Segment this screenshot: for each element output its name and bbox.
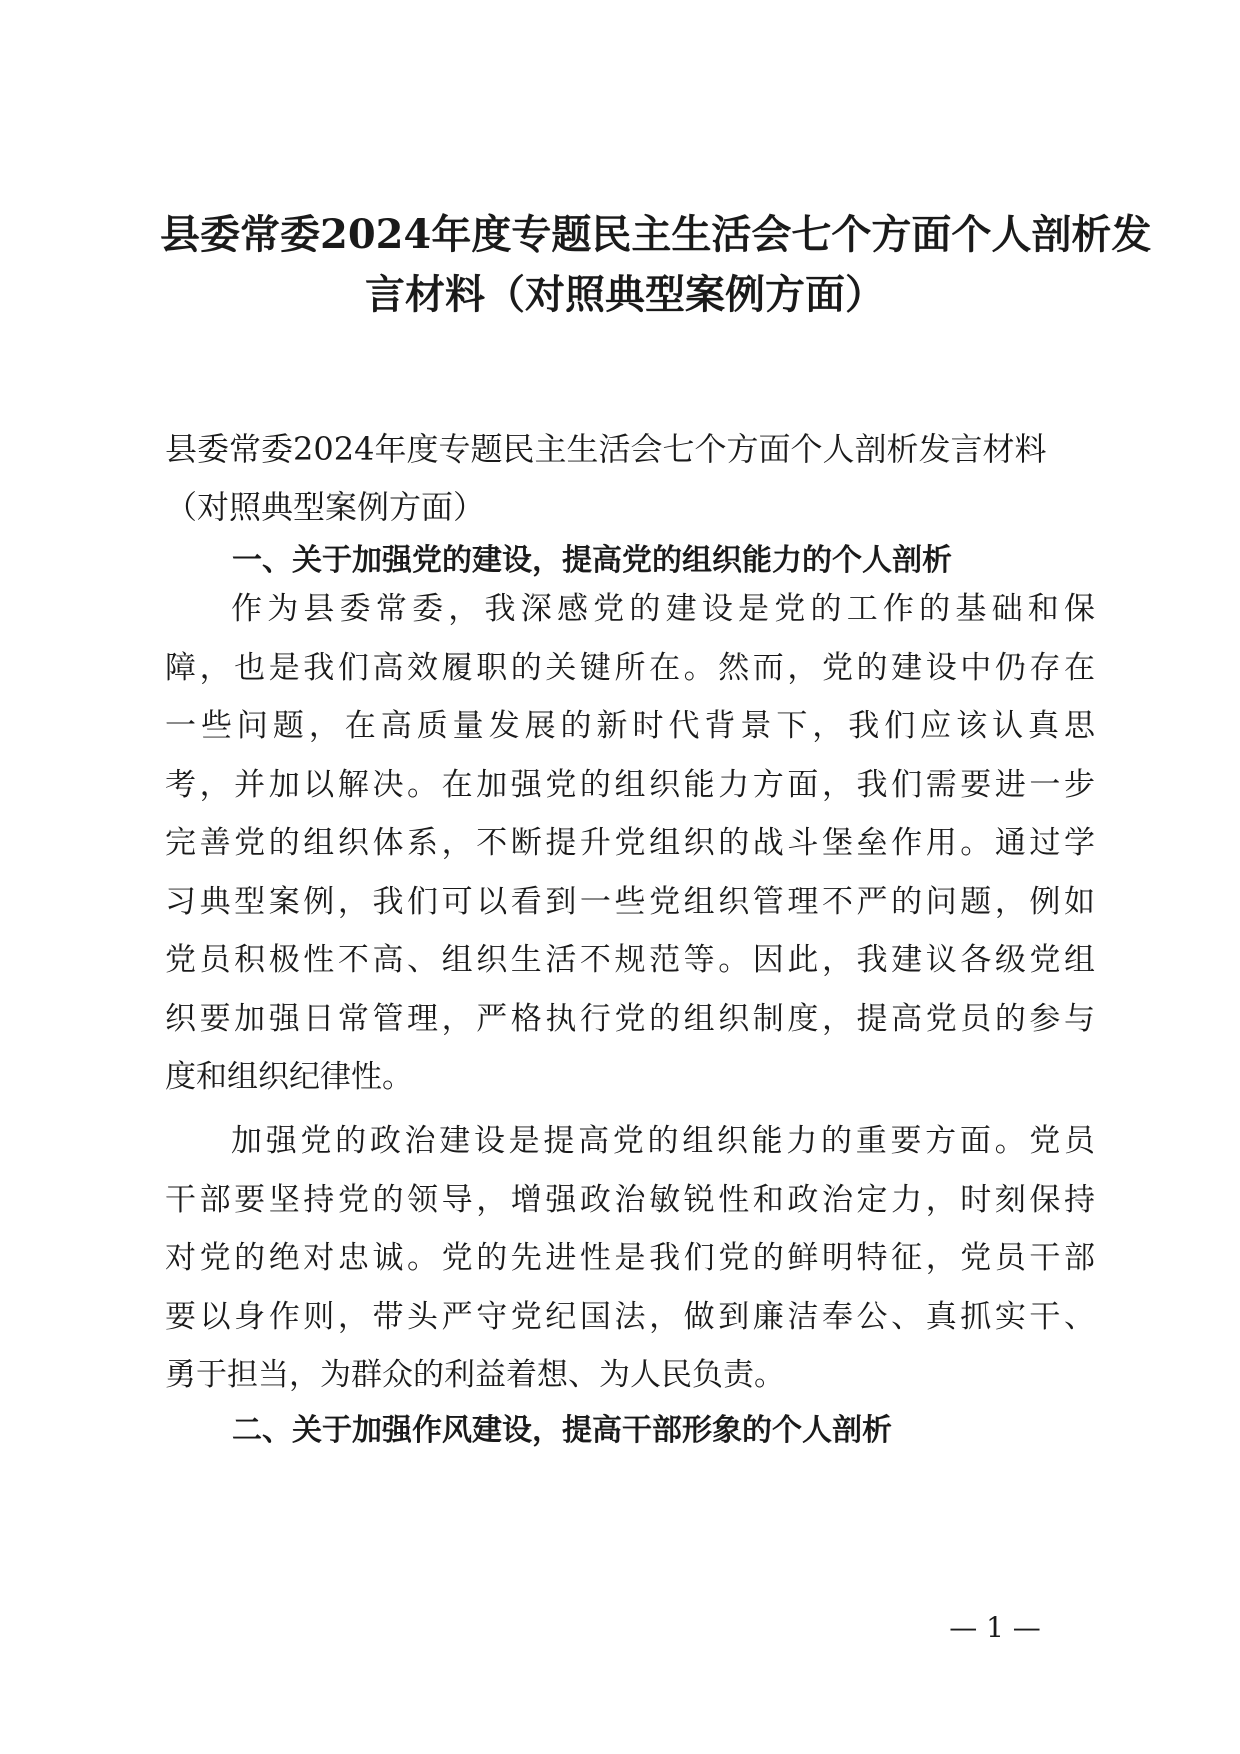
paragraph-1-line: 度和组织纪律性。 xyxy=(165,1059,413,1095)
paragraph-1-line: 完善党的组织体系，不断提升党组织的战斗堡垒作用。通过学 xyxy=(165,825,1095,861)
paragraph-1-line: 织要加强日常管理，严格执行党的组织制度，提高党员的参与 xyxy=(165,1000,1095,1037)
paragraph-2-line: 干部要坚持党的领导，增强政治敏锐性和政治定力，时刻保持 xyxy=(165,1181,1095,1218)
subtitle-line-1: 县委常委2024年度专题民主生活会七个方面个人剖析发言材料 xyxy=(165,430,1047,468)
page-number: — 1 — xyxy=(949,1611,1041,1644)
title-line-2: 言材料（对照典型案例方面） xyxy=(365,271,885,318)
document-subtitle xyxy=(165,420,1095,536)
paragraph-1 xyxy=(165,580,1095,1107)
paragraph-1-line: 党员积极性不高、组织生活不规范等。因此，我建议各级党组 xyxy=(165,942,1095,978)
paragraph-1-line: 作为县委常委，我深感党的建设是党的工作的基础和保 xyxy=(231,591,1095,627)
paragraph-2-line: 对党的绝对忠诚。党的先进性是我们党的鲜明特征，党员干部 xyxy=(165,1240,1095,1276)
title-line-1: 县委常委2024年度专题民主生活会七个方面个人剖析发 xyxy=(160,211,1152,258)
paragraph-1-line: 习典型案例，我们可以看到一些党组织管理不严的问题，例如 xyxy=(165,883,1095,920)
section-heading-1: 一、关于加强党的建设，提高党的组织能力的个人剖析 xyxy=(232,543,952,578)
paragraph-2-line: 加强党的政治建设是提高党的组织能力的重要方面。党员 xyxy=(231,1123,1095,1159)
document-title xyxy=(160,205,1152,325)
paragraph-2 xyxy=(165,1112,1095,1405)
section-heading-2: 二、关于加强作风建设，提高干部形象的个人剖析 xyxy=(232,1413,892,1448)
paragraph-2-line: 勇于担当，为群众的利益着想、为人民负责。 xyxy=(165,1357,785,1393)
subtitle-line-2: （对照典型案例方面） xyxy=(165,488,486,526)
paragraph-2-line: 要以身作则，带头严守党纪国法，做到廉洁奉公、真抓实干、 xyxy=(165,1298,1095,1335)
paragraph-1-line: 考，并加以解决。在加强党的组织能力方面，我们需要进一步 xyxy=(165,766,1095,803)
paragraph-1-line: 一些问题，在高质量发展的新时代背景下，我们应该认真思 xyxy=(165,708,1095,744)
paragraph-1-line: 障，也是我们高效履职的关键所在。然而，党的建设中仍存在 xyxy=(165,649,1095,686)
